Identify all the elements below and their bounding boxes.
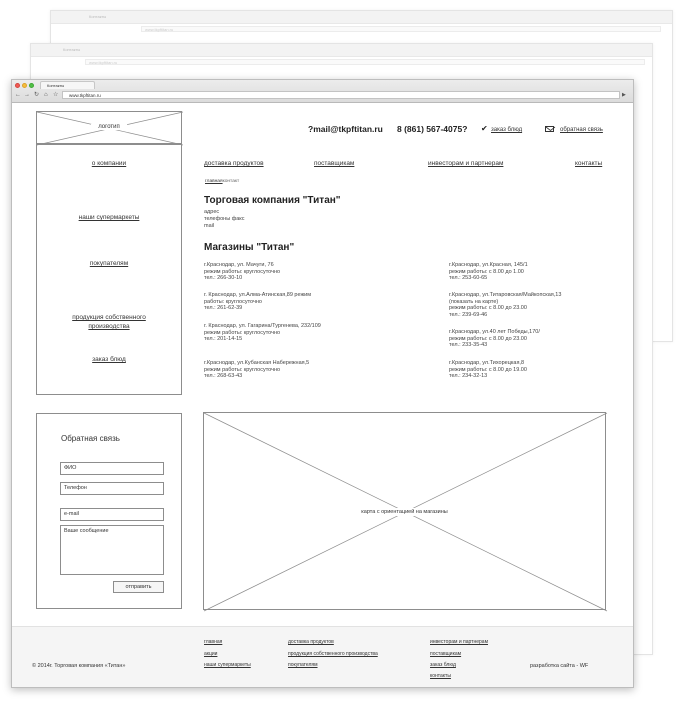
address-bar[interactable]: www.tkpftitan.ru <box>62 91 620 99</box>
footer-link[interactable]: контакты <box>430 673 451 679</box>
store-hours: режим работы: с 8.00 до 23.00 <box>449 335 527 342</box>
store-phone: тел.: 261-62-39 <box>204 305 243 312</box>
footer-developer[interactable]: разработка сайта - WF <box>530 663 589 669</box>
check-icon: ✔ <box>481 124 488 133</box>
company-mail: mail <box>204 223 215 229</box>
header-phone: 8 (861) 567-4075? <box>397 124 468 134</box>
nav-contacts[interactable]: контакты <box>575 160 603 167</box>
message-textarea[interactable]: Ваше сообщение <box>60 525 164 575</box>
company-title: Торговая компания "Титан" <box>204 195 341 206</box>
footer-link[interactable]: главная <box>204 639 223 645</box>
store-phone: тел.: 239-69-46 <box>449 311 488 318</box>
store-phone: тел.: 201-14-15 <box>204 336 243 343</box>
browser-chrome <box>12 80 633 103</box>
nav-suppliers[interactable]: поставщикам <box>314 160 355 167</box>
background-tab-title: Контакты <box>63 47 81 52</box>
store-item <box>449 292 561 318</box>
map-label: карта с ориентацией на магазины <box>350 508 460 516</box>
store-address: г. Краснодар, ул.Алма-Атинская,89 режим <box>204 292 311 298</box>
menu-arrow-icon[interactable]: ▶ <box>622 92 626 98</box>
forward-icon[interactable]: → <box>24 92 30 98</box>
header-order-link[interactable]: заказ блюд <box>491 127 523 133</box>
store-address: г.Краснодар, ул.Титаровская/Майкопская,13 <box>449 292 562 298</box>
back-icon[interactable]: ← <box>15 92 21 98</box>
background-url: www.tkpftitan.ru <box>85 59 645 65</box>
store-address: г. Краснодар, ул. Гагарина/Тургенева, 232/109 <box>204 323 321 329</box>
store-item <box>204 292 311 312</box>
store-item <box>204 323 321 343</box>
store-address: г.Краснодар, ул.Тихорецкая,8 <box>449 360 525 366</box>
maximize-window-icon[interactable] <box>29 83 34 88</box>
store-hours: режим работы: с 8.00 до 23.00 <box>449 305 527 312</box>
store-address: г.Краснодар, ул.Кубанская Набережная,5 <box>204 360 310 366</box>
background-tab-title: Контакты <box>89 14 107 19</box>
sidebar-item-customers[interactable]: покупателям <box>89 260 129 267</box>
envelope-icon <box>545 126 554 132</box>
footer-link[interactable]: заказ блюд <box>430 662 456 668</box>
footer-link[interactable]: инвесторам и партнерам <box>430 639 489 645</box>
footer-link[interactable]: наши супермаркеты <box>204 662 251 668</box>
nav-investors[interactable]: инвесторам и партнерам <box>428 160 504 167</box>
browser-window <box>11 79 634 688</box>
company-phones: телефоны факс <box>204 216 245 222</box>
phone-field[interactable]: Телефон <box>60 482 164 495</box>
email-field[interactable]: e-mail <box>60 508 164 521</box>
breadcrumb-home[interactable]: главная <box>205 179 223 184</box>
sidebar-item-order[interactable]: заказ блюд <box>92 356 126 363</box>
store-address: г.Краснодар, ул.40 лет Победы,170/ <box>449 329 540 335</box>
home-icon[interactable]: ⌂ <box>44 92 48 98</box>
footer-link[interactable]: покупателям <box>288 662 318 668</box>
store-phone: тел.: 268-63-43 <box>204 373 243 380</box>
background-url: www.tkpftitan.ru <box>141 26 661 32</box>
store-item <box>204 262 280 282</box>
company-address: адрес <box>204 209 220 215</box>
store-phone: тел.: 253-60-65 <box>449 275 488 282</box>
browser-tab[interactable]: Контакты <box>40 81 95 89</box>
nav-delivery[interactable]: доставка продуктов <box>204 160 264 167</box>
store-hours: режим работы: круглосуточно <box>204 268 281 275</box>
store-item <box>449 360 527 380</box>
sidebar-item-own-production[interactable]: продукция собственного производства <box>72 314 146 330</box>
store-hours: режим работы: с 8.00 до 19.00 <box>449 366 527 373</box>
header-feedback-link[interactable]: обратная связь <box>560 127 603 133</box>
store-phone: тел.: 266-30-10 <box>204 275 243 282</box>
breadcrumb-current: контакт <box>222 179 240 184</box>
minimize-window-icon[interactable] <box>22 83 27 88</box>
logo-label: логотип <box>91 124 127 130</box>
footer-link[interactable]: продукция собственного производства <box>288 651 378 657</box>
footer-link[interactable]: акции <box>204 651 218 657</box>
footer <box>12 626 633 688</box>
store-address: г.Краснодар, ул.Красная, 145/1 <box>449 262 528 268</box>
store-address: г.Краснодар, ул. Мачуги, 76 <box>204 262 274 268</box>
store-hours: работы: круглосуточно <box>204 298 262 305</box>
store-hours: режим работы: круглосуточно <box>204 329 281 336</box>
footer-link[interactable]: поставщикам <box>430 651 462 657</box>
breadcrumb <box>205 179 239 184</box>
star-icon[interactable]: ☆ <box>53 92 59 98</box>
name-field[interactable]: ФИО <box>60 462 164 475</box>
submit-button[interactable]: отправить <box>113 581 164 593</box>
footer-link[interactable]: доставка продуктов <box>288 639 334 645</box>
store-hours: режим работы: круглосуточно <box>204 366 281 373</box>
store-item <box>204 360 309 380</box>
reload-icon[interactable]: ↻ <box>34 92 40 98</box>
sidebar-item-about[interactable]: о компании <box>91 160 127 167</box>
close-window-icon[interactable] <box>15 83 20 88</box>
store-show-on-map[interactable]: (показать на карте) <box>449 298 499 305</box>
map-placeholder[interactable] <box>203 412 606 610</box>
store-phone: тел.: 234-32-13 <box>449 373 488 380</box>
store-item <box>449 329 540 349</box>
header-email[interactable]: ?mail@tkpftitan.ru <box>308 124 383 134</box>
sidebar-item-supermarkets[interactable]: наши супермаркеты <box>78 214 140 221</box>
store-hours: режим работы: с 8.00 до 1.00 <box>449 268 524 275</box>
footer-copyright: © 2014г. Торговая компания «Титан» <box>32 663 126 669</box>
store-item <box>449 262 528 282</box>
feedback-title: Обратная связь <box>61 434 120 443</box>
stores-title: Магазины "Титан" <box>204 242 295 253</box>
store-phone: тел.: 233-35-43 <box>449 342 488 349</box>
logo-placeholder[interactable] <box>36 111 182 144</box>
